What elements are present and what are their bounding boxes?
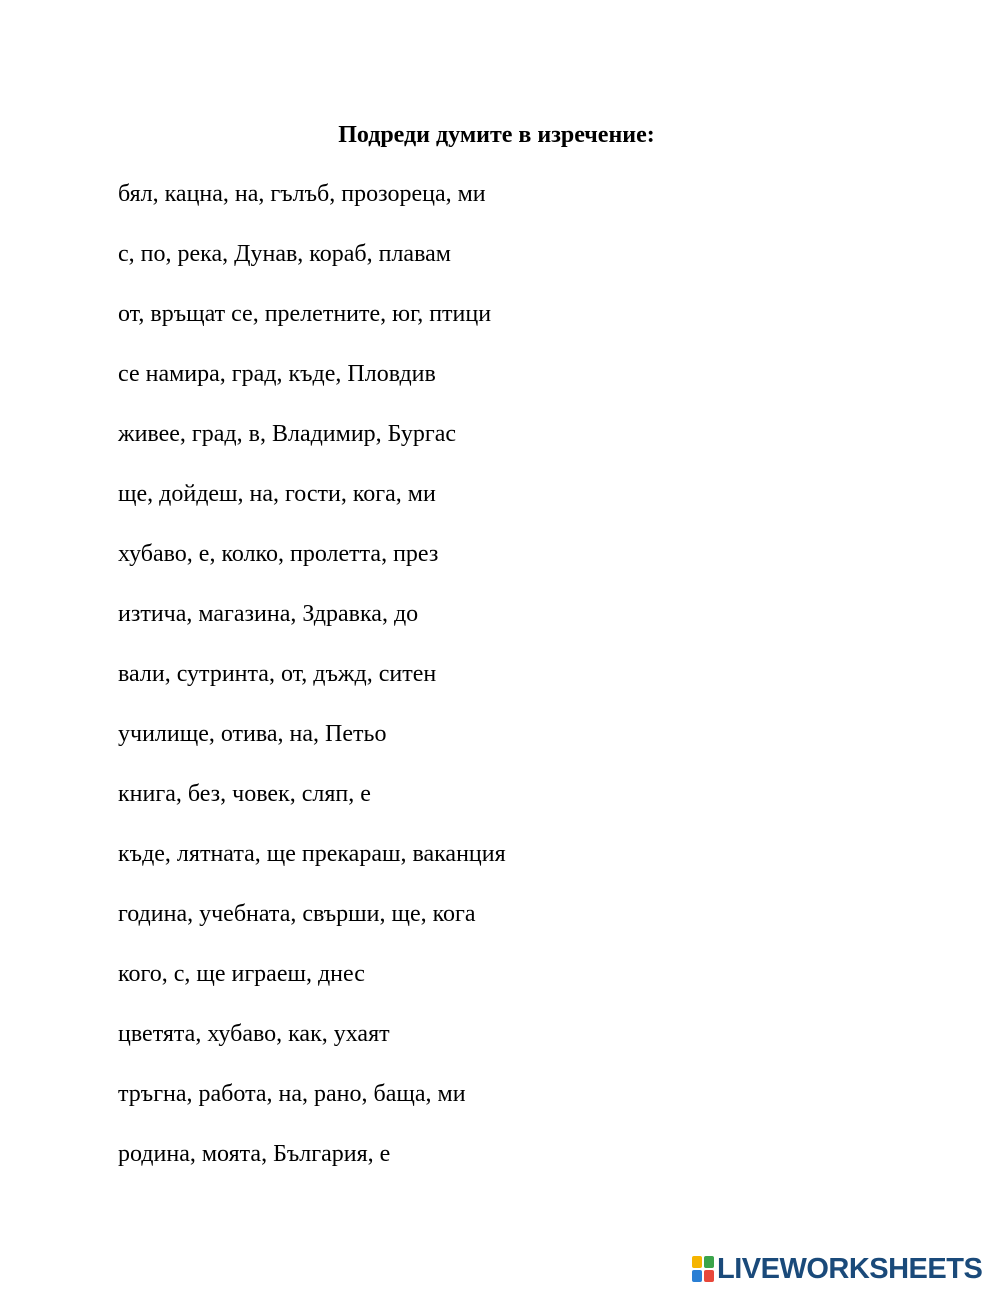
logo-square-red — [704, 1270, 714, 1282]
liveworksheets-brand[interactable] — [692, 1254, 982, 1284]
sentence-line: училище, отива, на, Петьо — [118, 721, 387, 747]
logo-square-green — [704, 1256, 714, 1268]
sentence-line: хубаво, е, колко, пролетта, през — [118, 541, 439, 567]
sentence-line: с, по, река, Дунав, кораб, плавам — [118, 241, 451, 267]
sentence-line: от, връщат се, прелетните, юг, птици — [118, 301, 492, 327]
sentence-line: ще, дойдеш, на, гости, кога, ми — [118, 481, 436, 507]
page-title: Подреди думите в изречение: — [338, 122, 655, 148]
sentence-list — [118, 178, 506, 1198]
sentence-line: цветята, хубаво, как, ухаят — [118, 1021, 390, 1047]
sentence-line: кого, с, ще играеш, днес — [118, 961, 365, 987]
brand-name: LIVEWORKSHEETS — [717, 1253, 983, 1285]
sentence-line: вали, сутринта, от, дъжд, ситен — [118, 661, 437, 687]
sentence-line: книга, без, човек, сляп, е — [118, 781, 371, 807]
sentence-line: се намира, град, къде, Пловдив — [118, 361, 436, 387]
sentence-line: бял, кацна, на, гълъб, прозореца, ми — [118, 181, 486, 207]
sentence-line: къде, лятната, ще прекараш, ваканция — [118, 841, 506, 867]
liveworksheets-logo-icon — [692, 1256, 714, 1282]
sentence-line: година, учебната, свърши, ще, кога — [118, 901, 476, 927]
logo-square-yellow — [692, 1256, 702, 1268]
logo-square-blue — [692, 1270, 702, 1282]
sentence-line: изтича, магазина, Здравка, до — [118, 601, 419, 627]
sentence-line: родина, моята, България, е — [118, 1141, 391, 1167]
sentence-line: живее, град, в, Владимир, Бургас — [118, 421, 457, 447]
sentence-line: тръгна, работа, на, рано, баща, ми — [118, 1081, 466, 1107]
